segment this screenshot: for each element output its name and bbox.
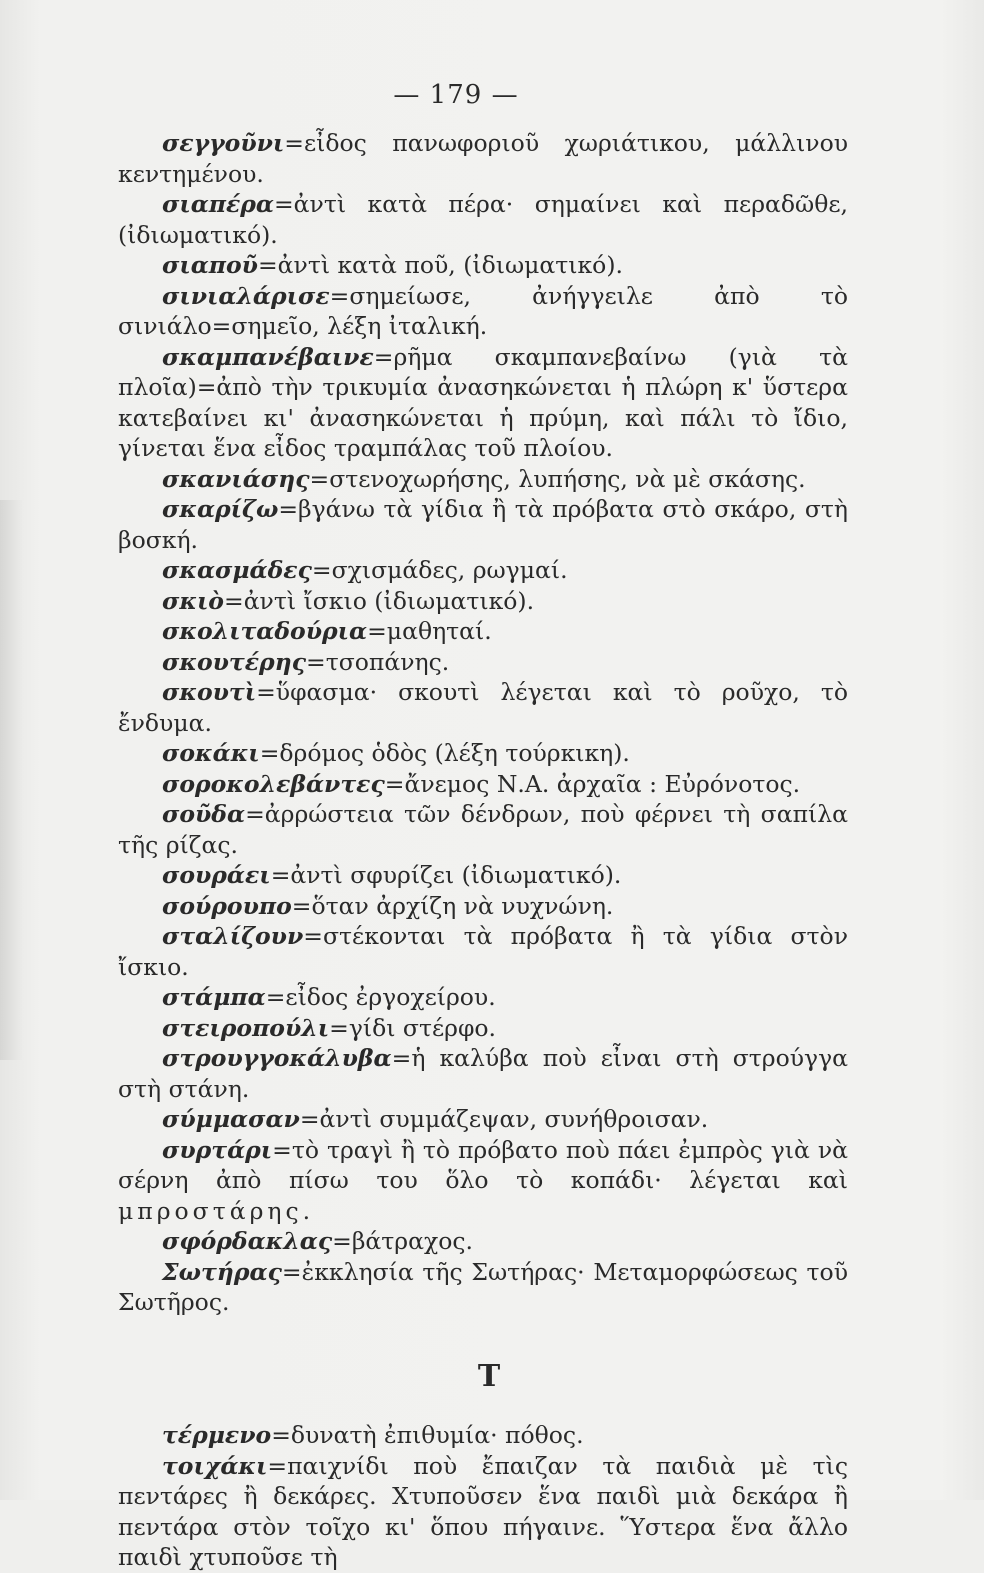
definition: =σχισμάδες, ρωγμαί. [311, 556, 568, 584]
definition: =εἶδος πανωφοριοῦ χωριάτικου, μάλλινου κεντημένου. [118, 129, 848, 188]
definition: =στενοχωρήσης, λυπήσης, νὰ μὲ σκάσης. [309, 464, 806, 493]
definition: =ἀντὶ ἴσκιο (ἰδιωματικό). [224, 586, 535, 615]
glossary-entry [118, 189, 848, 250]
headword: σοῦδα [162, 800, 246, 828]
definition: =βγάνω τὰ γίδια ἢ τὰ πρόβατα στὸ σκάρο, στὴ βοσκή. [118, 495, 848, 554]
headword: σουράει [162, 861, 271, 889]
glossary-entry [118, 342, 848, 464]
glossary-entry [118, 128, 848, 189]
definition: =δυνατὴ ἐπιθυμία· πόθος. [271, 1421, 584, 1449]
definition: =ἡ καλύβα ποὺ εἶναι στὴ στρούγγα στὴ στάνη. [118, 1044, 848, 1103]
headword: σκιὸ [162, 586, 224, 615]
glossary-entry [118, 464, 848, 495]
glossary-entry [118, 891, 848, 922]
glossary-entry [118, 921, 848, 982]
glossary-entry [118, 555, 848, 586]
definition: =στέκονται τὰ πρόβατα ἢ τὰ γίδια στὸν ἴσκιο. [118, 922, 848, 981]
headword: συρτάρι [162, 1135, 273, 1164]
definition: =ρῆμα σκαμπανεβαίνω (γιὰ τὰ πλοῖα)=ἀπὸ τὴν τρικυμία ἀνασηκώνεται ἡ πλώρη κ' ὕστερα κατεβαίνει κι' ἀνασηκώνεται ἡ πρύμη, καὶ πάλι τὸ ἴδιο, γίνεται ἕνα εἶδος τραμπάλας τοῦ πλοίου. [118, 342, 848, 462]
headword: στειροπούλι [162, 1013, 330, 1042]
definition: =ἄνεμος Ν.Α. ἀρχαῖα : Εὐρόνοτος. [384, 769, 801, 798]
headword: σκουτὶ [162, 678, 257, 706]
definition: =ὕφασμα· σκουτὶ λέγεται καὶ τὸ ροῦχο, τὸ ἔνδυμα. [118, 678, 848, 737]
definition: =ἀντὶ συμμάζεψαν, συνήθροισαν. [299, 1105, 709, 1133]
headword: σοροκολεβάντες [162, 769, 385, 798]
definition: =ὅταν ἀρχίζη νὰ νυχνώνη. [291, 891, 614, 920]
glossary-entry [118, 250, 848, 281]
definition: =δρόμος ὁδὸς (λέξη τούρκικη). [259, 739, 630, 767]
glossary-entry [118, 1104, 848, 1135]
page-number: — 179 — [393, 80, 519, 110]
definition: =ἀρρώστεια τῶν δένδρων, ποὺ φέρνει τὴ σαπίλα τῆς ρίζας. [118, 800, 848, 859]
definition: =παιχνίδι ποὺ ἔπαιζαν τὰ παιδιὰ μὲ τὶς πεντάρες ἢ δεκάρες. Χτυποῦσεν ἕνα παιδὶ μιὰ δεκάρα ἢ πεντάρα στὸν τοῖχο κι' ὅπου πήγαινε. Ὕστερα ἕνα ἄλλο παιδὶ χτυποῦσε τὴ [118, 1451, 848, 1571]
headword: σκανιάσης [162, 464, 310, 493]
definition: =ἀντὶ κατὰ ποῦ, (ἰδιωματικό). [257, 251, 623, 279]
section-letter: T [477, 1358, 501, 1394]
glossary-entry [118, 677, 848, 738]
definition: =βάτραχος. [332, 1227, 473, 1255]
glossary-entry [118, 647, 848, 678]
definition: =ἀντὶ κατὰ πέρα· σημαίνει καὶ περαδῶθε, (ἰδιωματικό). [118, 190, 848, 249]
spaced-word: μπροστάρης [118, 1196, 303, 1225]
glossary-entry [118, 1451, 848, 1573]
headword: Σωτήρας [162, 1257, 282, 1286]
glossary-entry [118, 1013, 848, 1044]
glossary-entry [118, 1420, 848, 1451]
headword: σεγγοῦνι [162, 129, 285, 157]
glossary-text [118, 128, 848, 1573]
headword: σφόρδακλας [162, 1227, 333, 1255]
headword: σούρουπο [162, 891, 292, 920]
glossary-entry [118, 1257, 848, 1318]
definition: =ἐκκλησία τῆς Σωτήρας· Μεταμορφώσεως τοῦ Σωτῆρος. [118, 1257, 848, 1316]
headword: σιαπέρα [162, 190, 274, 218]
headword: σύμμασαν [162, 1105, 300, 1133]
headword: τοιχάκι [162, 1451, 268, 1480]
glossary-entry [118, 1135, 848, 1227]
definition-tail: . [302, 1196, 311, 1225]
headword: σιαποῦ [162, 251, 258, 279]
headword: στρουγγοκάλυβα [162, 1044, 392, 1072]
definition: =τὸ τραγὶ ἢ τὸ πρόβατο ποὺ πάει ἐμπρὸς γιὰ νὰ σέρνη ἀπὸ πίσω του ὅλο τὸ κοπάδι· λέγεται καὶ [118, 1135, 848, 1194]
definition: =σημείωσε, ἀνήγγειλε ἀπὸ τὸ σινιάλο=σημεῖο, λέξη ἰταλική. [118, 281, 848, 340]
headword: σκασμάδες [162, 556, 312, 584]
headword: σταλίζουν [162, 922, 304, 950]
glossary-entry [118, 586, 848, 617]
definition: =εἶδος ἐργοχείρου. [265, 983, 496, 1011]
headword: σκουτέρης [162, 647, 307, 676]
headword: σινιαλάρισε [162, 281, 330, 310]
glossary-entry [118, 982, 848, 1013]
scan-edge-shadow [0, 500, 22, 1060]
glossary-entry [118, 860, 848, 891]
glossary-entry [118, 738, 848, 769]
definition: =ἀντὶ σφυρίζει (ἰδιωματικό). [270, 861, 622, 889]
glossary-entry [118, 799, 848, 860]
glossary-entry [118, 281, 848, 342]
definition: =γίδι στέρφο. [329, 1013, 497, 1042]
glossary-entry [118, 616, 848, 647]
headword: σκαμπανέβαινε [162, 342, 374, 371]
headword: στάμπα [162, 983, 266, 1011]
headword: σοκάκι [162, 739, 260, 767]
glossary-entry [118, 1043, 848, 1104]
definition: =μαθηταί. [367, 617, 492, 645]
headword: τέρμενο [162, 1421, 272, 1449]
headword: σκαρίζω [162, 495, 279, 523]
headword: σκολιταδούρια [162, 617, 368, 645]
glossary-entry [118, 494, 848, 555]
glossary-entry [118, 769, 848, 800]
glossary-entry [118, 1226, 848, 1257]
definition: =τσοπάνης. [306, 647, 450, 676]
